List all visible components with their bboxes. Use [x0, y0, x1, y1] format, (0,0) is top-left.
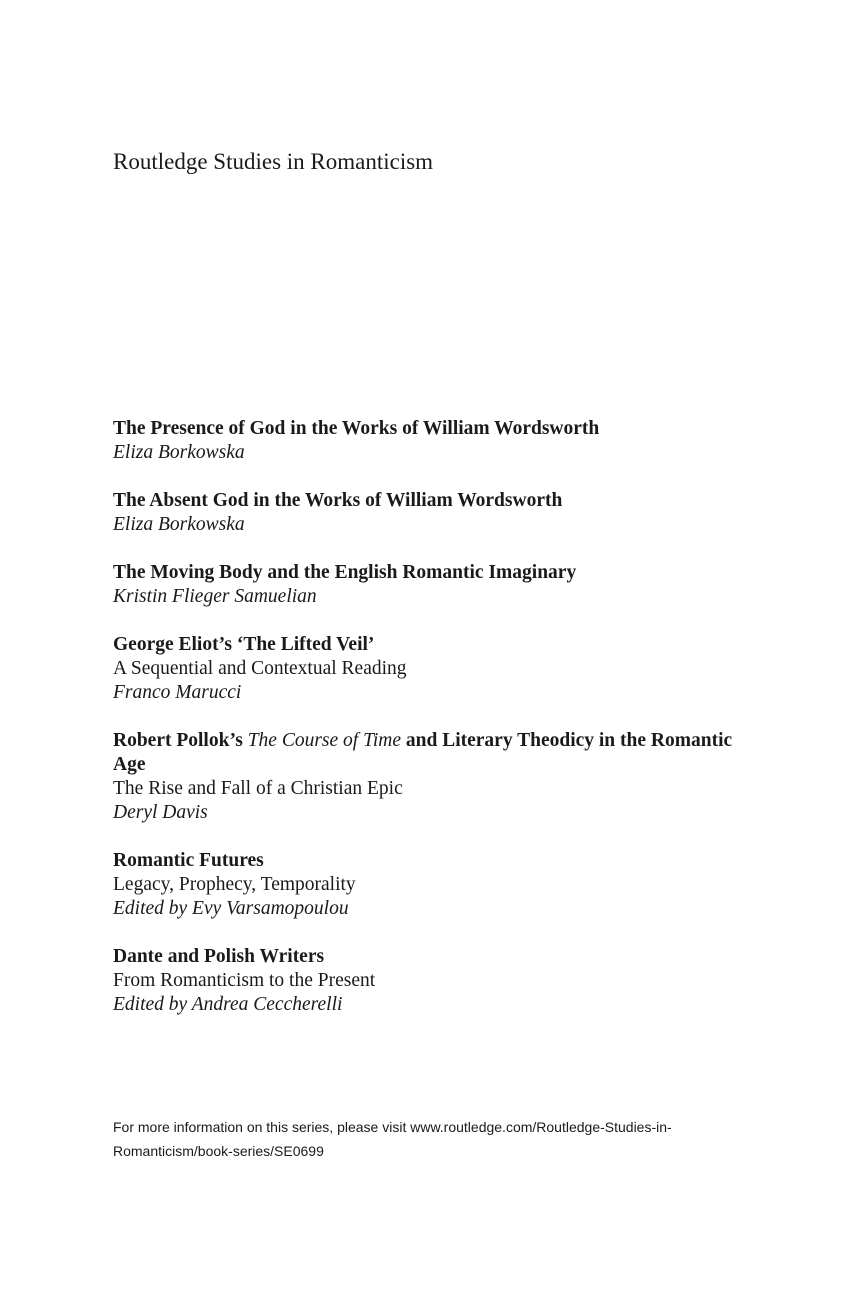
list-item: [113, 489, 753, 537]
book-title: [113, 729, 753, 777]
book-author: Kristin Flieger Samuelian: [113, 586, 317, 607]
book-author: Eliza Borkowska: [113, 442, 245, 463]
book-title-suffix: and Literary Theodicy in the Romantic Age: [113, 730, 733, 775]
book-subtitle: The Rise and Fall of a Christian Epic: [113, 778, 403, 799]
list-item: [113, 849, 753, 921]
list-item: [113, 417, 753, 465]
book-title: Romantic Futures: [113, 850, 264, 871]
series-title: Routledge Studies in Romanticism: [113, 149, 434, 174]
book-list: [113, 417, 753, 1041]
list-item: [113, 945, 753, 1017]
book-subtitle: From Romanticism to the Present: [113, 970, 376, 991]
book-title: The Presence of God in the Works of William Wordsworth: [113, 418, 600, 439]
book-title: The Moving Body and the English Romantic Imaginary: [113, 562, 577, 583]
footer-note: For more information on this series, please visit www.routledge.com/Routledge-Studies-in-Romanticism/book-series/SE0699: [113, 1119, 672, 1159]
list-item: [113, 561, 753, 609]
book-title: George Eliot’s ‘The Lifted Veil’: [113, 634, 375, 655]
book-author: Franco Marucci: [113, 682, 242, 703]
book-author: Edited by Andrea Ceccherelli: [113, 994, 343, 1015]
book-author: Edited by Evy Varsamopoulou: [113, 898, 349, 919]
book-author: Deryl Davis: [113, 802, 208, 823]
book-title: The Absent God in the Works of William Wordsworth: [113, 490, 563, 511]
book-author: Eliza Borkowska: [113, 514, 245, 535]
list-item: [113, 729, 753, 825]
book-title-prefix: Robert Pollok’s: [113, 730, 248, 751]
book-title-italic: The Course of Time: [247, 730, 401, 751]
book-subtitle: Legacy, Prophecy, Temporality: [113, 874, 356, 895]
book-subtitle: A Sequential and Contextual Reading: [113, 658, 407, 679]
book-title: Dante and Polish Writers: [113, 946, 325, 967]
list-item: [113, 633, 753, 705]
